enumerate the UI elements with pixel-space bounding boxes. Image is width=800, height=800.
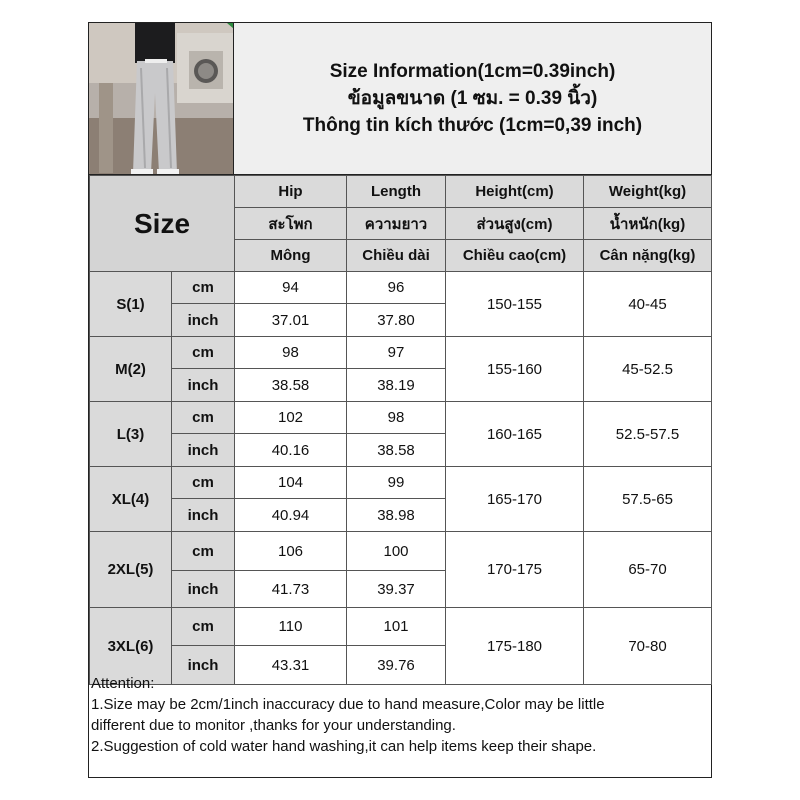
unit-inch-label: inch (172, 304, 235, 337)
hip-cm-cell: 94 (235, 272, 347, 304)
hip-cm-cell: 104 (235, 467, 347, 499)
height-cell: 165-170 (446, 467, 584, 532)
height-cell: 175-180 (446, 608, 584, 685)
weight-cell: 40-45 (584, 272, 712, 337)
title-en: Size Information(1cm=0.39inch) (329, 61, 616, 82)
title-vi: Thông tin kích thước (1cm=0,39 inch) (302, 115, 643, 136)
length-inch-cell: 39.37 (347, 571, 446, 608)
length-inch-cell: 37.80 (347, 304, 446, 337)
hip-inch-cell: 43.31 (235, 646, 347, 685)
col-weight-th: น้ำหนัก(kg) (584, 208, 712, 240)
hip-cm-cell: 110 (235, 608, 347, 646)
length-inch-cell: 38.58 (347, 434, 446, 467)
size-rows (90, 272, 712, 685)
height-cell: 155-160 (446, 337, 584, 402)
length-cm-cell: 101 (347, 608, 446, 646)
attention-line: 1.Size may be 2cm/1inch inaccuracy due to hand measure,Color may be little (91, 696, 605, 713)
height-cell: 160-165 (446, 402, 584, 467)
length-inch-cell: 38.98 (347, 499, 446, 532)
length-cm-cell: 100 (347, 532, 446, 571)
unit-cm-label: cm (172, 272, 235, 304)
col-height-th: ส่วนสูง(cm) (446, 208, 584, 240)
table-row (90, 402, 712, 434)
length-inch-cell: 38.19 (347, 369, 446, 402)
size-label-cell: 3XL(6) (90, 608, 172, 685)
size-info-title (234, 23, 711, 175)
col-weight-en: Weight(kg) (584, 176, 712, 208)
weight-cell: 52.5-57.5 (584, 402, 712, 467)
length-cm-cell: 98 (347, 402, 446, 434)
table-row (90, 272, 712, 304)
unit-cm-label: cm (172, 467, 235, 499)
weight-cell: 45-52.5 (584, 337, 712, 402)
size-header: Size (90, 176, 235, 272)
header-row-en (90, 176, 712, 208)
size-label-cell: 2XL(5) (90, 532, 172, 608)
size-label-cell: S(1) (90, 272, 172, 337)
attention-line: different due to monitor ,thanks for your understanding. (91, 717, 456, 734)
hip-inch-cell: 40.94 (235, 499, 347, 532)
col-hip-vi: Mông (235, 240, 347, 272)
col-weight-vi: Cân nặng(kg) (584, 240, 712, 272)
weight-cell: 57.5-65 (584, 467, 712, 532)
col-length-vi: Chiều dài (347, 240, 446, 272)
weight-cell: 70-80 (584, 608, 712, 685)
col-length-th: ความยาว (347, 208, 446, 240)
hip-inch-cell: 37.01 (235, 304, 347, 337)
size-label-cell: L(3) (90, 402, 172, 467)
unit-cm-label: cm (172, 402, 235, 434)
length-cm-cell: 97 (347, 337, 446, 369)
unit-inch-label: inch (172, 369, 235, 402)
col-height-vi: Chiều cao(cm) (446, 240, 584, 272)
unit-cm-label: cm (172, 337, 235, 369)
unit-cm-label: cm (172, 532, 235, 571)
length-cm-cell: 96 (347, 272, 446, 304)
unit-inch-label: inch (172, 499, 235, 532)
length-cm-cell: 99 (347, 467, 446, 499)
weight-cell: 65-70 (584, 532, 712, 608)
attention-notes (91, 673, 707, 757)
title-th: ข้อมูลขนาด (1 ซม. = 0.39 นิ้ว) (347, 88, 598, 109)
hip-inch-cell: 41.73 (235, 571, 347, 608)
length-inch-cell: 39.76 (347, 646, 446, 685)
hip-inch-cell: 38.58 (235, 369, 347, 402)
attention-heading: Attention: (91, 675, 155, 692)
height-cell: 150-155 (446, 272, 584, 337)
unit-inch-label: inch (172, 571, 235, 608)
hip-cm-cell: 98 (235, 337, 347, 369)
unit-cm-label: cm (172, 608, 235, 646)
col-height-en: Height(cm) (446, 176, 584, 208)
size-label-cell: M(2) (90, 337, 172, 402)
col-length-en: Length (347, 176, 446, 208)
size-label-cell: XL(4) (90, 467, 172, 532)
hip-cm-cell: 102 (235, 402, 347, 434)
table-row (90, 467, 712, 499)
height-cell: 170-175 (446, 532, 584, 608)
product-photo (89, 23, 234, 175)
unit-inch-label: inch (172, 646, 235, 685)
unit-inch-label: inch (172, 434, 235, 467)
size-table (89, 175, 712, 685)
table-row (90, 337, 712, 369)
table-row (90, 532, 712, 571)
hip-cm-cell: 106 (235, 532, 347, 571)
hip-inch-cell: 40.16 (235, 434, 347, 467)
size-chart (88, 22, 712, 778)
table-row (90, 608, 712, 646)
col-hip-en: Hip (235, 176, 347, 208)
product-photo-illustration (89, 23, 234, 175)
col-hip-th: สะโพก (235, 208, 347, 240)
attention-line: 2.Suggestion of cold water hand washing,it can help items keep their shape. (91, 738, 597, 755)
